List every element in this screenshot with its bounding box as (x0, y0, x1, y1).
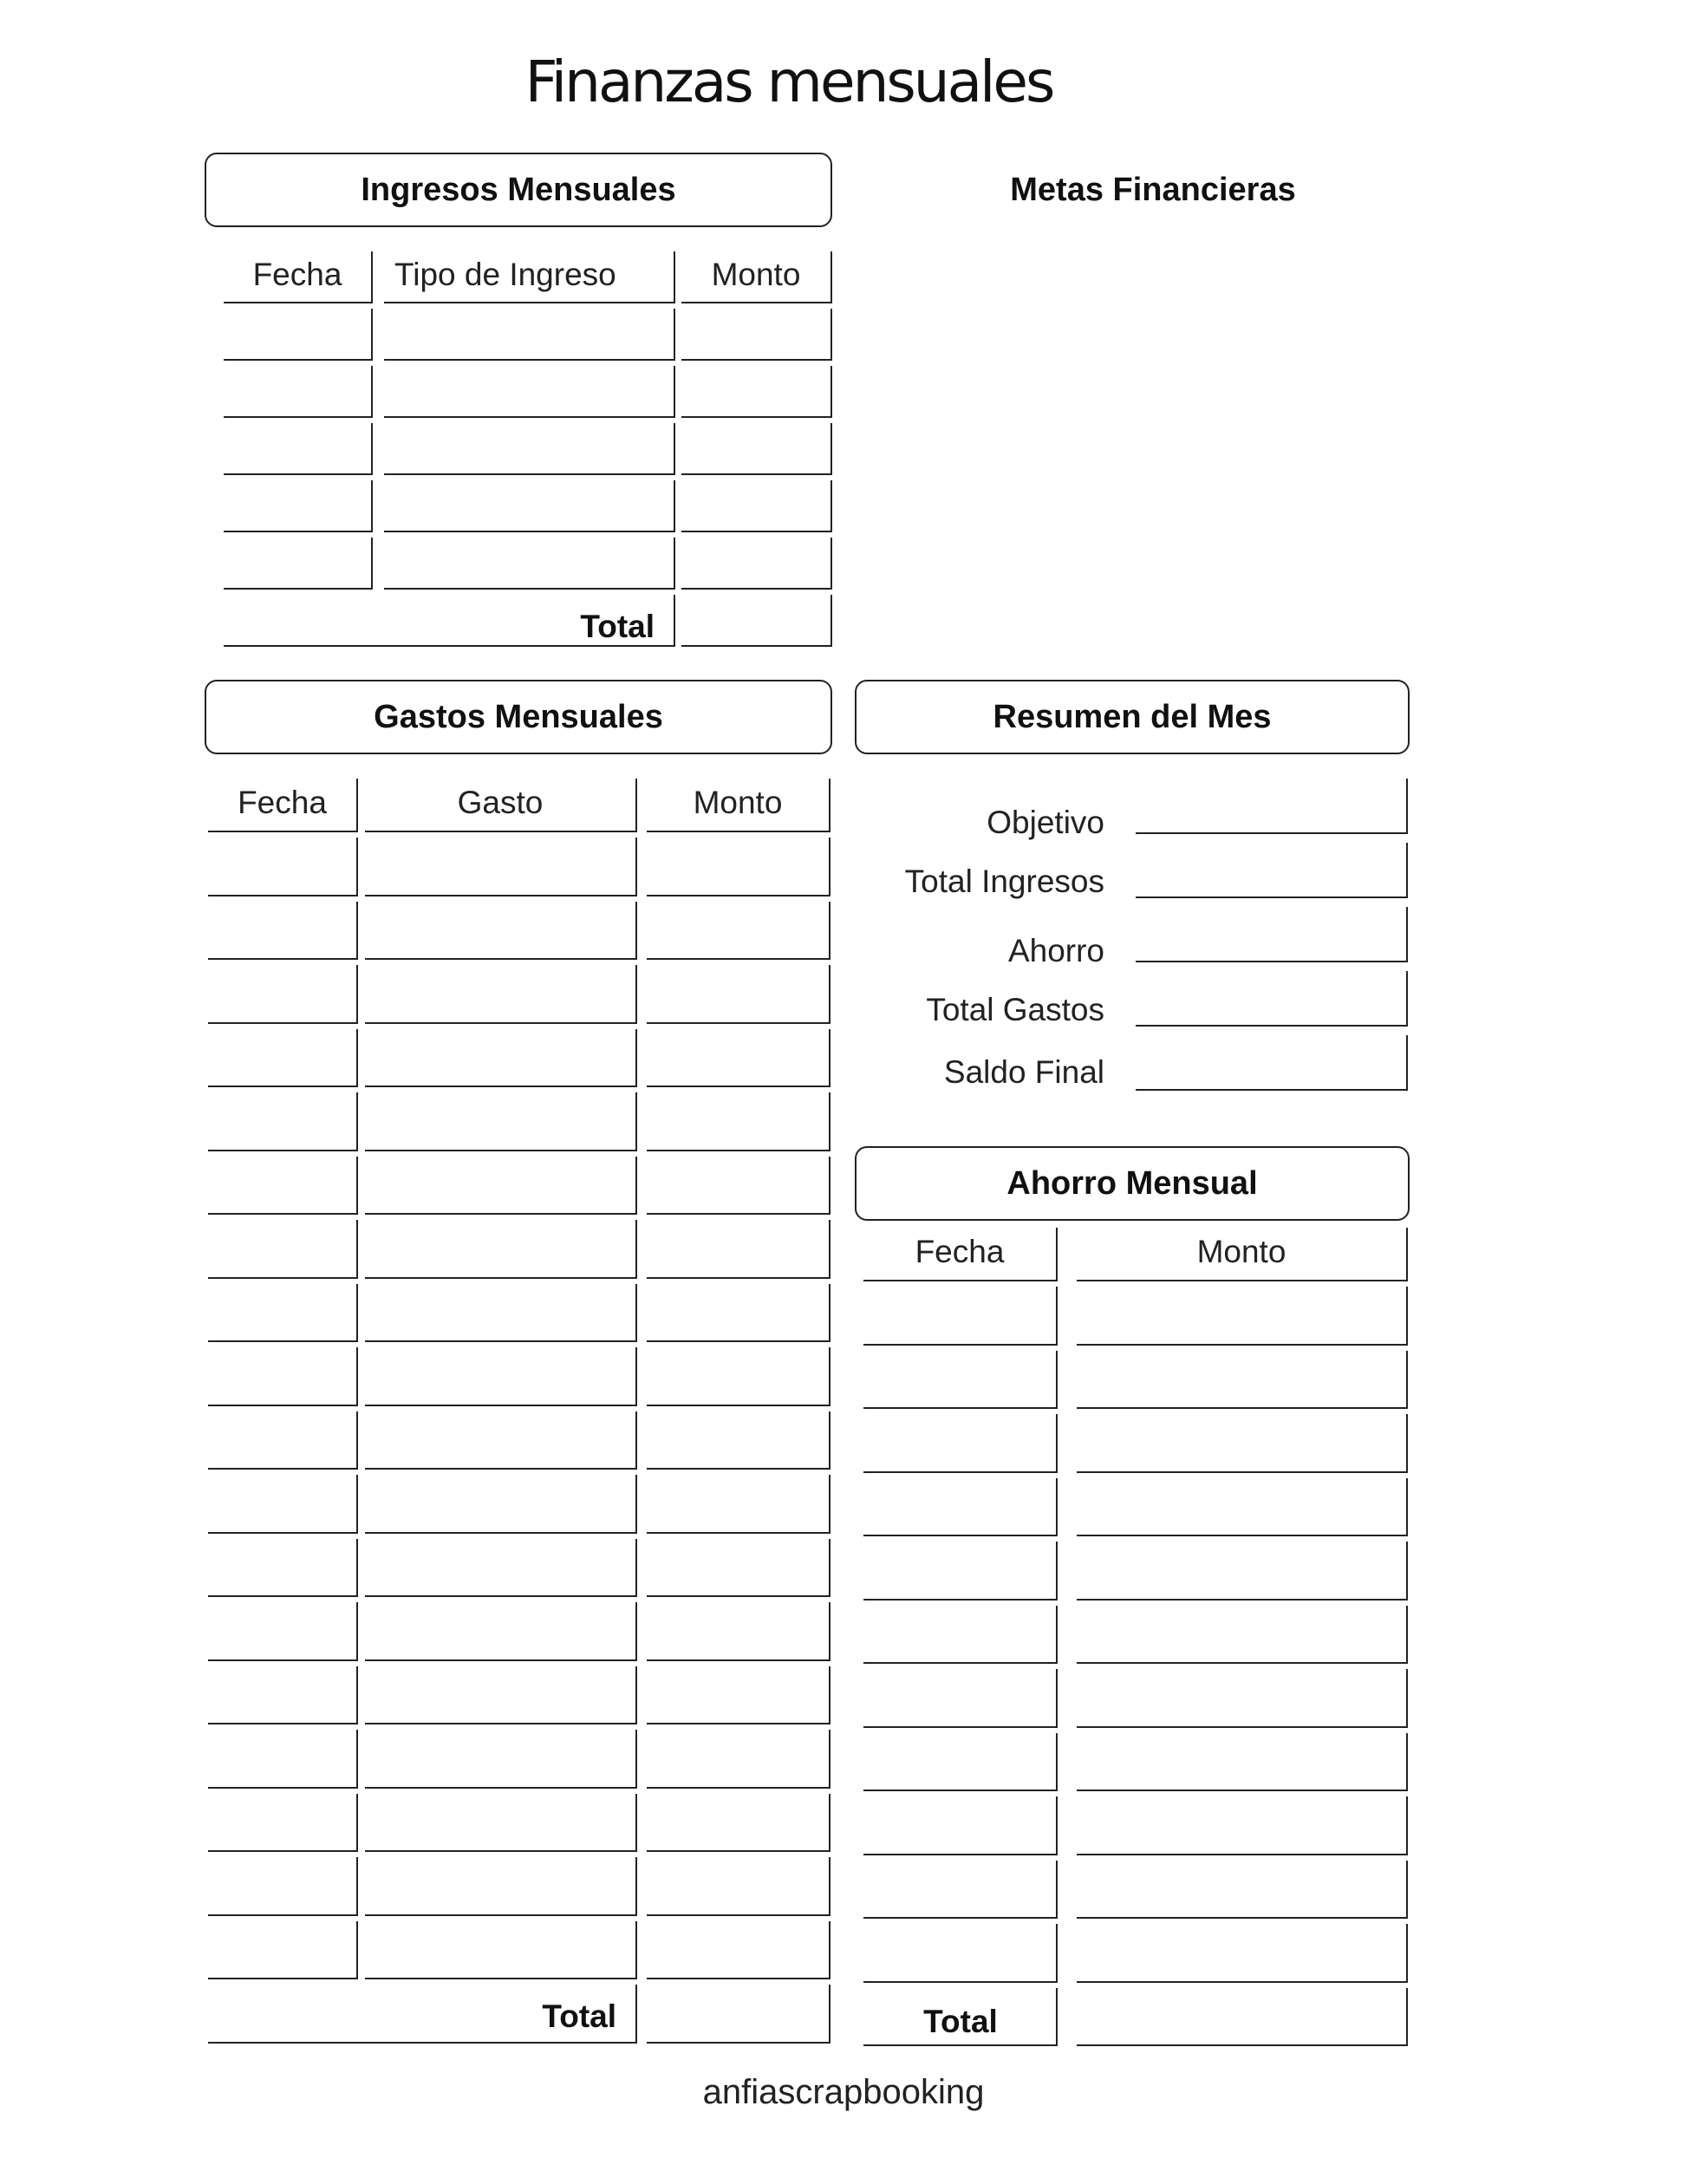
ahorro-total-label: Total (923, 2003, 998, 2039)
ahorro-cell[interactable] (863, 1796, 1058, 1855)
gastos-cell[interactable] (208, 1666, 358, 1725)
gastos-cell[interactable] (647, 1220, 830, 1279)
ahorro-cell[interactable] (1077, 1669, 1408, 1728)
ahorro-col-header: Monto (1077, 1228, 1408, 1281)
resumen-heading: Resumen del Mes (993, 698, 1272, 735)
gastos-cell[interactable] (365, 965, 637, 1024)
ahorro-col-header: Fecha (863, 1228, 1058, 1281)
ingresos-cell[interactable] (224, 538, 373, 590)
ingresos-cell[interactable] (224, 366, 373, 418)
ingresos-cell[interactable] (384, 309, 675, 361)
gastos-col-header: Monto (647, 779, 830, 832)
ahorro-cell[interactable] (863, 1733, 1058, 1792)
metas-heading: Metas Financieras (1010, 172, 1296, 208)
ingresos-cell[interactable] (681, 538, 832, 590)
resumen-row-field[interactable] (1136, 1035, 1408, 1091)
gastos-cell[interactable] (365, 1539, 637, 1598)
ingresos-cell[interactable] (384, 480, 675, 532)
gastos-cell[interactable] (208, 1029, 358, 1088)
gastos-cell[interactable] (208, 1411, 358, 1470)
ingresos-cell[interactable] (384, 423, 675, 475)
ingresos-cell[interactable] (681, 423, 832, 475)
ahorro-heading: Ahorro Mensual (1006, 1164, 1258, 1202)
gastos-cell[interactable] (365, 1284, 637, 1343)
gastos-col-header: Fecha (208, 779, 358, 832)
ahorro-cell[interactable] (1077, 1796, 1408, 1855)
ingresos-cell[interactable] (384, 366, 675, 418)
ahorro-cell[interactable] (1077, 1606, 1408, 1665)
gastos-cell[interactable] (365, 1666, 637, 1725)
gastos-cell[interactable] (365, 1029, 637, 1088)
gastos-cell[interactable] (208, 1347, 358, 1406)
ingresos-cell[interactable] (681, 366, 832, 418)
gastos-cell[interactable] (208, 1730, 358, 1789)
gastos-cell[interactable] (365, 838, 637, 896)
ahorro-cell[interactable] (863, 1861, 1058, 1920)
gastos-total-label: Total (542, 1998, 616, 2034)
gastos-cell[interactable] (647, 902, 830, 961)
ahorro-cell[interactable] (863, 1924, 1058, 1983)
gastos-cell[interactable] (365, 1411, 637, 1470)
gastos-cell[interactable] (647, 1029, 830, 1088)
gastos-cell[interactable] (647, 1284, 830, 1343)
gastos-cell[interactable] (647, 1921, 830, 1980)
ahorro-cell[interactable] (863, 1606, 1058, 1665)
gastos-cell[interactable] (365, 1730, 637, 1789)
gastos-cell[interactable] (365, 1092, 637, 1151)
resumen-row-label: Objetivo (987, 805, 1104, 840)
ahorro-cell[interactable] (1077, 1924, 1408, 1983)
resumen-row-label: Ahorro (1007, 933, 1104, 968)
ahorro-cell[interactable] (1077, 1287, 1408, 1346)
gastos-cell[interactable] (647, 1347, 830, 1406)
ahorro-cell[interactable] (1077, 1478, 1408, 1537)
ingresos-col-header: Tipo de Ingreso (384, 251, 675, 303)
gastos-cell[interactable] (208, 1921, 358, 1980)
ingresos-cell[interactable] (224, 423, 373, 475)
resumen-row-field[interactable] (1136, 907, 1408, 962)
gastos-cell[interactable] (647, 838, 830, 896)
ingresos-col-header: Fecha (224, 251, 373, 303)
gastos-cell[interactable] (647, 1666, 830, 1725)
gastos-cell[interactable] (647, 1730, 830, 1789)
resumen-row-label: Total Gastos (926, 992, 1104, 1027)
gastos-cell[interactable] (208, 1539, 358, 1598)
ingresos-cell[interactable] (681, 480, 832, 532)
gastos-cell[interactable] (647, 1794, 830, 1853)
gastos-cell[interactable] (208, 965, 358, 1024)
gastos-cell[interactable] (208, 902, 358, 961)
gastos-heading-box (205, 680, 832, 754)
gastos-cell[interactable] (647, 1411, 830, 1470)
ingresos-cell[interactable] (224, 309, 373, 361)
gastos-cell[interactable] (365, 1602, 637, 1661)
ingresos-cell[interactable] (224, 480, 373, 532)
ahorro-total-value[interactable] (1077, 1988, 1408, 2047)
page-title: Finanzas mensuales (524, 49, 1053, 115)
gastos-heading: Gastos Mensuales (374, 698, 663, 735)
gastos-cell[interactable] (208, 1475, 358, 1534)
ahorro-cell[interactable] (1077, 1351, 1408, 1410)
gastos-col-header: Gasto (365, 779, 637, 832)
ahorro-cell[interactable] (1077, 1733, 1408, 1792)
ahorro-cell[interactable] (863, 1414, 1058, 1473)
footer-brand: anfiascrapbooking (702, 2073, 985, 2111)
resumen-row-field[interactable] (1136, 843, 1408, 898)
ahorro-cell[interactable] (863, 1287, 1058, 1346)
gastos-cell[interactable] (647, 1475, 830, 1534)
gastos-cell[interactable] (208, 1284, 358, 1343)
gastos-cell[interactable] (365, 1857, 637, 1916)
gastos-cell[interactable] (365, 1347, 637, 1406)
ingresos-heading: Ingresos Mensuales (361, 171, 676, 208)
gastos-cell[interactable] (365, 1475, 637, 1534)
ahorro-cell[interactable] (1077, 1542, 1408, 1601)
ahorro-cell[interactable] (1077, 1414, 1408, 1473)
resumen-row-label: Saldo Final (943, 1054, 1104, 1090)
ahorro-cell[interactable] (863, 1669, 1058, 1728)
gastos-cell[interactable] (365, 1921, 637, 1980)
gastos-cell[interactable] (365, 1220, 637, 1279)
gastos-cell[interactable] (647, 1092, 830, 1151)
ahorro-cell[interactable] (863, 1351, 1058, 1410)
gastos-cell[interactable] (208, 1602, 358, 1661)
gastos-cell[interactable] (365, 902, 637, 961)
ingresos-cell[interactable] (384, 538, 675, 590)
gastos-cell[interactable] (208, 1092, 358, 1151)
gastos-cell[interactable] (365, 1157, 637, 1216)
gastos-cell[interactable] (208, 1220, 358, 1279)
resumen-row-label: Total Ingresos (904, 864, 1104, 899)
gastos-cell[interactable] (647, 1857, 830, 1916)
resumen-heading-box (855, 680, 1410, 754)
ingresos-cell[interactable] (681, 309, 832, 361)
gastos-cell[interactable] (647, 965, 830, 1024)
ingresos-col-header: Monto (681, 251, 832, 303)
gastos-cell[interactable] (208, 838, 358, 896)
gastos-cell[interactable] (208, 1794, 358, 1853)
resumen-row-field[interactable] (1136, 971, 1408, 1027)
resumen-row-field[interactable] (1136, 779, 1408, 834)
ahorro-heading-box (855, 1146, 1410, 1221)
ahorro-cell[interactable] (863, 1542, 1058, 1601)
gastos-total-value[interactable] (647, 1985, 830, 2044)
gastos-cell[interactable] (647, 1157, 830, 1216)
gastos-cell[interactable] (208, 1857, 358, 1916)
ingresos-total-value[interactable] (681, 595, 832, 647)
ahorro-cell[interactable] (1077, 1861, 1408, 1920)
gastos-cell[interactable] (365, 1794, 637, 1853)
ingresos-total-label: Total (580, 609, 655, 644)
gastos-cell[interactable] (647, 1602, 830, 1661)
ahorro-cell[interactable] (863, 1478, 1058, 1537)
ingresos-heading-box (205, 153, 832, 227)
gastos-cell[interactable] (208, 1157, 358, 1216)
gastos-cell[interactable] (647, 1539, 830, 1598)
